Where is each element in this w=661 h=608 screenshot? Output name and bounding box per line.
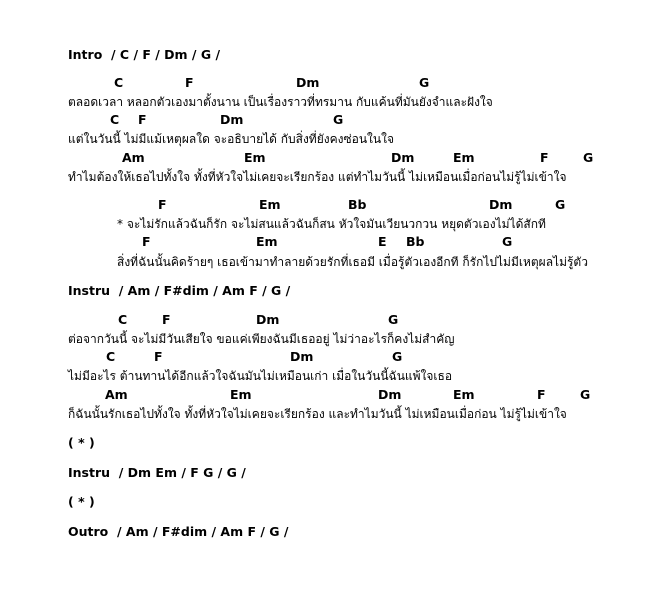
chord: Bb bbox=[406, 234, 425, 249]
chord: C bbox=[114, 75, 124, 90]
chord: C bbox=[118, 312, 128, 327]
outro-line bbox=[68, 524, 288, 540]
chord: Dm bbox=[220, 112, 244, 127]
chord: Dm bbox=[256, 312, 280, 327]
chord: G bbox=[333, 112, 344, 127]
chord: Em bbox=[244, 150, 266, 165]
chord: F bbox=[158, 197, 167, 212]
chord: Dm bbox=[391, 150, 415, 165]
lyric-line: แต่ในวันนี้ ไม่มีแม้เหตุผลใด จะอธิบายได้ กับสิ่งที่ยังคงซ่อนในใจ bbox=[68, 132, 395, 146]
chord: F bbox=[540, 150, 549, 165]
chord: Dm bbox=[296, 75, 320, 90]
lyric-line: * จะไม่รักแล้วฉันก็รัก จะไม่สนแล้วฉันก็สน หัวใจมันเวียนวกวน หยุดตัวเองไม่ได้สักที bbox=[117, 217, 546, 231]
lyric-line: ตลอดเวลา หลอกตัวเองมาตั้งนาน เป็นเรื่องราวที่ทรมาน กับแค้นที่มันยังจำและฝังใจ bbox=[68, 95, 493, 109]
instru-line-1 bbox=[68, 283, 290, 299]
chord: Am bbox=[122, 150, 145, 165]
chord: Em bbox=[256, 234, 278, 249]
instru-line-2 bbox=[68, 465, 246, 481]
chord: Em bbox=[259, 197, 281, 212]
chord: Am bbox=[105, 387, 128, 402]
chord: G bbox=[502, 234, 513, 249]
intro-chords: / C / F / Dm / G / bbox=[111, 47, 221, 62]
chord: Dm bbox=[489, 197, 513, 212]
chord: Em bbox=[230, 387, 252, 402]
chord: Dm bbox=[290, 349, 314, 364]
chord: Em bbox=[453, 387, 475, 402]
repeat-chorus-marker: ( * ) bbox=[68, 435, 95, 450]
chord: F bbox=[138, 112, 147, 127]
chord: G bbox=[583, 150, 594, 165]
chord: F bbox=[537, 387, 546, 402]
chord: F bbox=[162, 312, 171, 327]
instru-label: Instru bbox=[68, 465, 111, 480]
chord: G bbox=[555, 197, 566, 212]
intro-line bbox=[68, 47, 220, 63]
chord: F bbox=[185, 75, 194, 90]
chord: G bbox=[388, 312, 399, 327]
instru-chords: / Am / F#dim / Am F / G / bbox=[118, 283, 291, 298]
lyric-line: ทำไมต้องให้เธอไปทั้งใจ ทั้งที่หัวใจไม่เคยจะเรียกร้อง แต่ทำไมวันนี้ ไม่เหมือนเมื่อก่อนไม่รู้ไม่เข้าใจ bbox=[68, 170, 567, 184]
chord: G bbox=[419, 75, 430, 90]
lyric-line: ต่อจากวันนี้ จะไม่มีวันเสียใจ ขอแค่เพียงฉันมีเธออยู่ ไม่ว่าอะไรก็คงไม่สำคัญ bbox=[68, 332, 455, 346]
chord: F bbox=[142, 234, 151, 249]
intro-label: Intro bbox=[68, 47, 103, 62]
instru-label: Instru bbox=[68, 283, 111, 298]
instru-chords: / Dm Em / F G / G / bbox=[118, 465, 246, 480]
chord: Em bbox=[453, 150, 475, 165]
outro-chords: / Am / F#dim / Am F / G / bbox=[116, 524, 289, 539]
chord: G bbox=[580, 387, 591, 402]
repeat-chorus-marker: ( * ) bbox=[68, 494, 95, 509]
chord: C bbox=[110, 112, 120, 127]
lyric-line: ก็ฉันนั้นรักเธอไปทั้งใจ ทั้งที่หัวใจไม่เคยจะเรียกร้อง และทำไมวันนี้ ไม่เหมือนเมื่อก่อน ไม่รู้ไม่เข้าใจ bbox=[68, 407, 567, 421]
chord: Dm bbox=[378, 387, 402, 402]
chord: G bbox=[392, 349, 403, 364]
outro-label: Outro bbox=[68, 524, 109, 539]
lyric-line: ไม่มีอะไร ต้านทานได้อีกแล้วใจฉันมันไม่เหมือนเก่า เมื่อในวันนี้ฉันแพ้ใจเธอ bbox=[68, 369, 453, 383]
chord: Bb bbox=[348, 197, 367, 212]
chord: F bbox=[154, 349, 163, 364]
chord: C bbox=[106, 349, 116, 364]
lyric-line: สิ่งที่ฉันนั้นคิดร้ายๆ เธอเข้ามาทำลายด้วยรักที่เธอมี เมื่อรู้ตัวเองอีกที ก็รักไปไม่มีเหตุผลไม่รู้ตัว bbox=[117, 255, 588, 269]
chord: E bbox=[378, 234, 387, 249]
